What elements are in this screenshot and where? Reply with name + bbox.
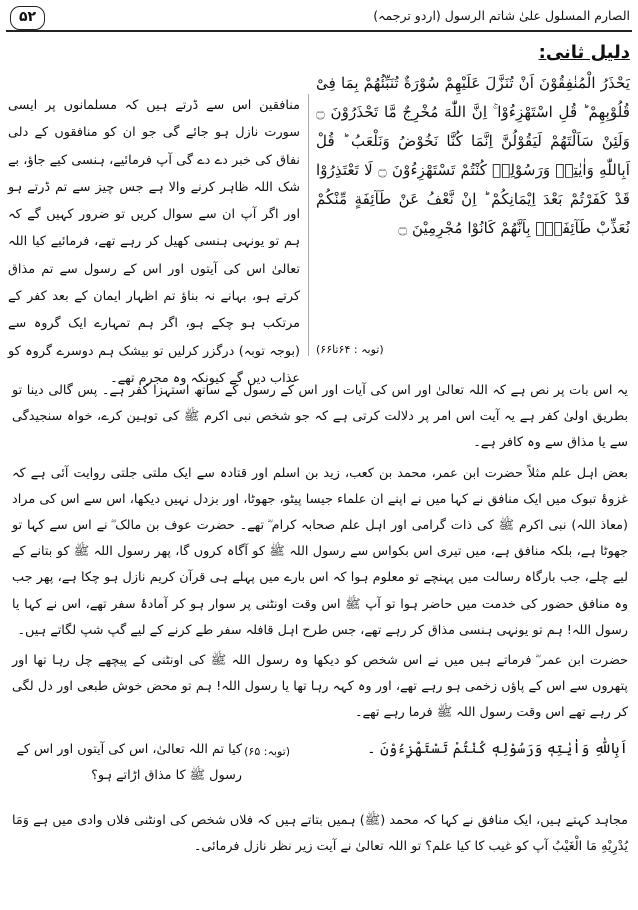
page-header [6, 6, 632, 32]
page-number: ۵۲ [10, 6, 45, 30]
ayah-translation: منافقین اس سے ڈرتے ہیں کہ مسلمانوں پر ایسی سورت نازل ہو جائے گی جو ان کو منافقوں کے دلی نفاق کی خبر دے دے گی آپ فرمائیے، ہنسی کیے جاؤ، بے شک اللہ ظاہر کرنے والا ہے جس چیز سے تم ڈرتے ہو اور اگر آپ ان سے سوال کریں تو ضرور کہیں گے کہ ہم تو یونہی ہنسی کھیل کر رہے تھے، فرمائیے کیا اللہ تعالیٰ اس کی آیتوں اور اس کے رسول سے تم مذاق کرتے ہو، بہانے نہ بناؤ تم اظہار ایمان کے بعد کفر کے مرتکب ہو چکے ہو، اگر ہم تمہارے ایک گروہ سے (بوجہ توبہ) درگزر کرلیں تو بیشک ہم دوسرے گروہ کو عذاب دیں گے کیونکہ وہ مجرم تھے۔ [8, 98, 300, 386]
urdu-translation-column [8, 92, 300, 392]
running-title: الصارم المسلول علیٰ شاتم الرسول (اردو ترجمہ) [373, 8, 630, 23]
verse-reference: (توبہ: ۶۵) [244, 745, 290, 758]
closing-text [12, 808, 628, 864]
paragraph: مجاہد کہتے ہیں، ایک منافق نے کہا کہ محمد (ﷺ) ہمیں بتاتے ہیں کہ فلاں شخص کی اونٹنی فلاں وادی میں ہے وَمَا یُدْرِیْهِ مَا الْغَیْبُ آپ کو غیب کا کیا علم؟ تو اللہ تعالیٰ نے آیت زیر نظر نازل فرمائی۔ [12, 813, 628, 855]
verse-quote [12, 737, 628, 793]
ayah-reference: (توبہ : ۶۴تا۶۶) [316, 343, 384, 356]
paragraph: یہ اس بات پر نص ہے کہ اللہ تعالیٰ اور اس کی آیات اور اس کے رسول کے ساتھ استہزا کفر ہے۔ پس گالی دینا تو بطریق اولیٰ کفر ہے یہ آیت اس امر پر دلالت کرتی ہے کہ جو شخص نبی اکرم ﷺ کی توہین کرے، خواہ سنجیدگی سے یا مذاق سے وہ کافر ہے۔ [12, 383, 628, 451]
dalil-section [8, 40, 630, 386]
body-text [12, 378, 628, 731]
quran-ayah: یَحْذَرُ الْمُنٰفِقُوْنَ اَنْ تُنَزَّلَ عَلَیْهِمْ سُوْرَةٌ تُنَبِّئُهُمْ بِمَا فِیْ قُلُوْبِهِمْ ؕ قُلِ اسْتَهْزِءُوْا ۚ اِنَّ اللّٰهَ مُخْرِجٌ مَّا تَحْذَرُوْنَ ۝ وَلَئِنْ سَاَلْتَهُمْ لَیَقُوْلُنَّ اِنَّمَا كُنَّا نَخُوْضُ وَنَلْعَبُ ؕ قُلْ اَبِاللّٰهِ وَاٰیٰتِهٖ وَرَسُوْلِهٖ كُنْتُمْ تَسْتَهْزِءُوْنَ ۝ لَا تَعْتَذِرُوْا قَدْ كَفَرْتُمْ بَعْدَ اِیْمَانِكُمْ ؕ اِنْ نَّعْفُ عَنْ طَآئِفَةٍ مِّنْكُمْ نُعَذِّبْ طَآئِفَةًۢ بِاَنَّهُمْ كَانُوْا مُجْرِمِیْنَ ۝ [316, 74, 630, 237]
paragraph: بعض اہل علم مثلاً حضرت ابن عمر، محمد بن کعب، زید بن اسلم اور قتادہ سے ایک ملتی جلتی روایت آئی ہے کہ غزوۂ تبوک میں ایک منافق نے کہا میں نے اپنے ان علماء جیسا پیٹو، جھوٹا، اور بزدل نہیں دیکھا، اس سے اس کی مراد (معاذ اللہ) نبی اکرم ﷺ کی ذات گرامی اور اہل علم صحابہ کرام ؓ تھے۔ حضرت عوف بن مالک ؓ نے اس سے کہا تو جھوٹا ہے، بلکہ منافق ہے، میں تیری اس بکواس سے رسول اللہ ﷺ کو آگاہ کروں گا، پھر رسول اللہ ﷺ کو بتانے کے لیے چلے، جب بارگاہ رسالت میں پہنچے تو معلوم ہوا کہ اس بارے میں پہلے ہی قرآن کریم نازل ہو چکا ہے، پھر جب وہ منافق حضور کی خدمت میں حاضر ہوا تو آپ ﷺ اس وقت اونٹنی پر سوار ہو کر آمادۂ سفر تھے، اس نے کہا یا رسول اللہ! ہم تو یونہی ہنسی مذاق کر رہے تھے، جس طرح اہل قافلہ سفر طے کرنے کے لیے گپ شپ لگاتے ہیں۔ [12, 465, 628, 638]
verse-translation: کیا تم اللہ تعالیٰ، اس کی آیتوں اور اس کے رسول ﷺ کا مذاق اڑاتے ہو؟ [16, 742, 242, 783]
paragraph: حضرت ابن عمر ؓ فرماتے ہیں میں نے اس شخص کو دیکھا وہ رسول اللہ ﷺ کی اونٹنی کے پیچھے چل رہا تھا اور پتھروں سے اس کے پاؤں زخمی ہو رہے تھے، اور وہ کہہ رہا تھا یا رسول اللہ! ہم تو محض خوش طبعی اور دل لگی کر رہے تھے اس وقت رسول اللہ ﷺ فرما رہے تھے۔ [12, 653, 628, 721]
column-divider [308, 94, 309, 356]
section-heading: دلیل ثانی: [538, 42, 630, 63]
header-rule [6, 30, 632, 32]
arabic-column [316, 40, 630, 366]
verse-arabic: اَبِاللّٰهِ وَاٰیٰتِهٖ وَرَسُوْلِهٖ كُنْتُمْ تَسْتَهْزِءُوْنَ ۔ [367, 741, 628, 757]
